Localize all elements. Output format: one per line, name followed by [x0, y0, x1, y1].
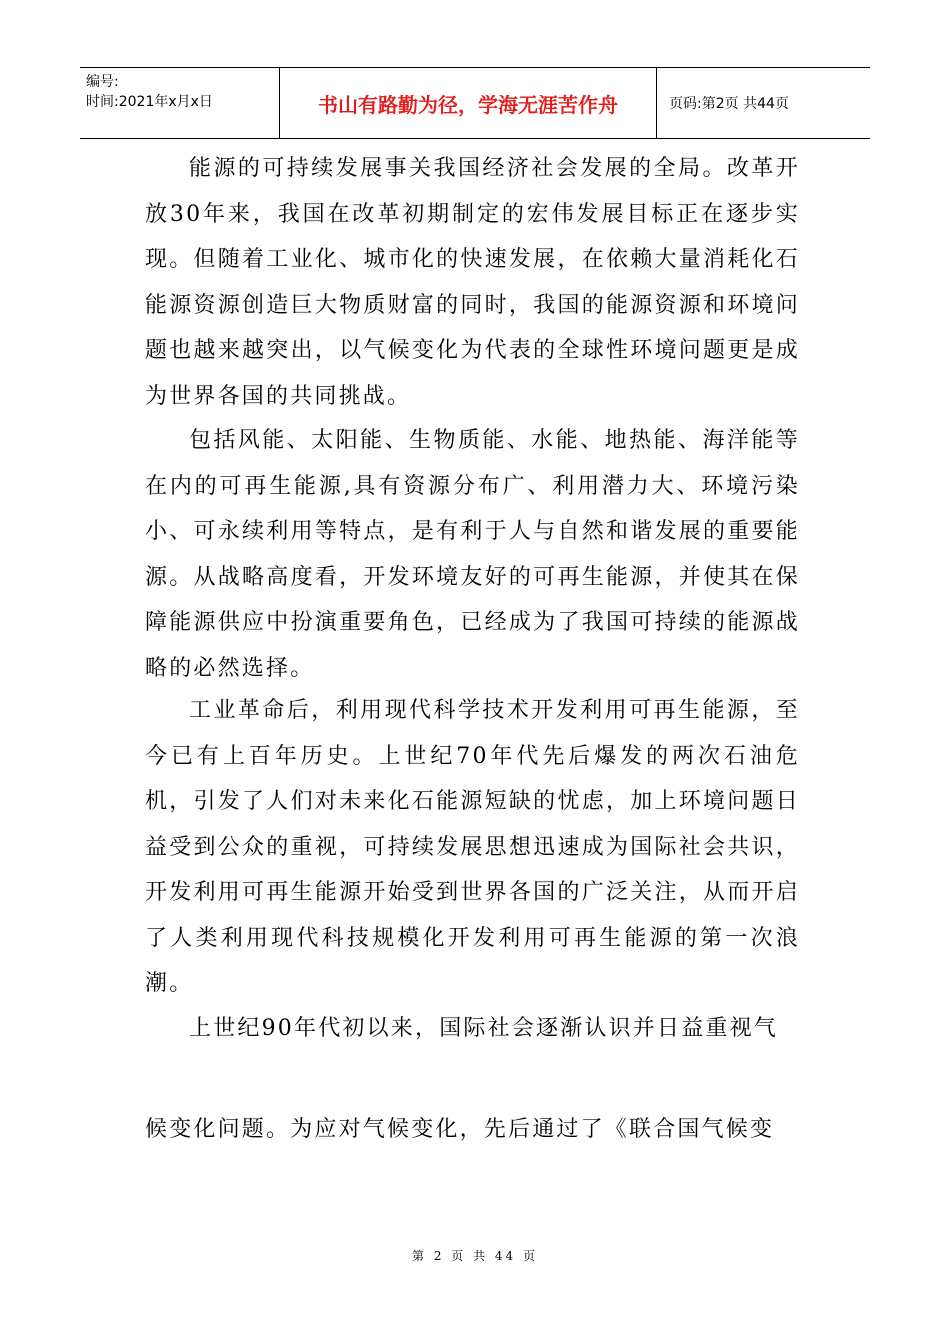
- paragraph-5: 候变化问题。为应对气候变化，先后通过了《联合国气候变: [145, 1117, 775, 1142]
- paragraph-4: 上世纪90年代初以来，国际社会逐渐认识并日益重视气: [189, 1016, 778, 1041]
- header-meta-cell: [80, 68, 280, 138]
- page-footer: 第 2 页 共 44 页: [412, 1249, 538, 1263]
- document-header: [80, 67, 870, 139]
- page-code: 页码:第2页 共44页: [669, 96, 789, 112]
- number-label: 编号:: [86, 74, 119, 90]
- paragraph-1: 能源的可持续发展事关我国经济社会发展的全局。改革开放30年来，我国在改革初期制定的宏伟发展目标正在逐步实现。但随着工业化、城市化的快速发展，在依赖大量消耗化石能源资源创造巨大物质财富的同时，我国的能源资源和环境问题也越来越突出，以气候变化为代表的全球性环境问题更是成为世界各国的共同挑战。: [145, 156, 800, 409]
- date-label: 时间:2021年x月x日: [86, 94, 213, 110]
- paragraph-2: 包括风能、太阳能、生物质能、水能、地热能、海洋能等在内的可再生能源,具有资源分布广、利用潜力大、环境污染小、可永续利用等特点，是有利于人与自然和谐发展的重要能源。从战略高度看，开发环境友好的可再生能源，并使其在保障能源供应中扮演重要角色，已经成为了我国可持续的能源战略的必然选择。: [145, 428, 800, 681]
- motto: 书山有路勤为径，学海无涯苦作舟: [280, 68, 657, 138]
- paragraph-3: 工业革命后，利用现代科学技术开发利用可再生能源，至今已有上百年历史。上世纪70年代先后爆发的两次石油危机，引发了人们对未来化石能源短缺的忧虑，加上环境问题日益受到公众的重视，可持续发展思想迅速成为国际社会共识，开发利用可再生能源开始受到世界各国的广泛关注，从而开启了人类利用现代科技规模化开发利用可再生能源的第一次浪潮。: [145, 698, 800, 996]
